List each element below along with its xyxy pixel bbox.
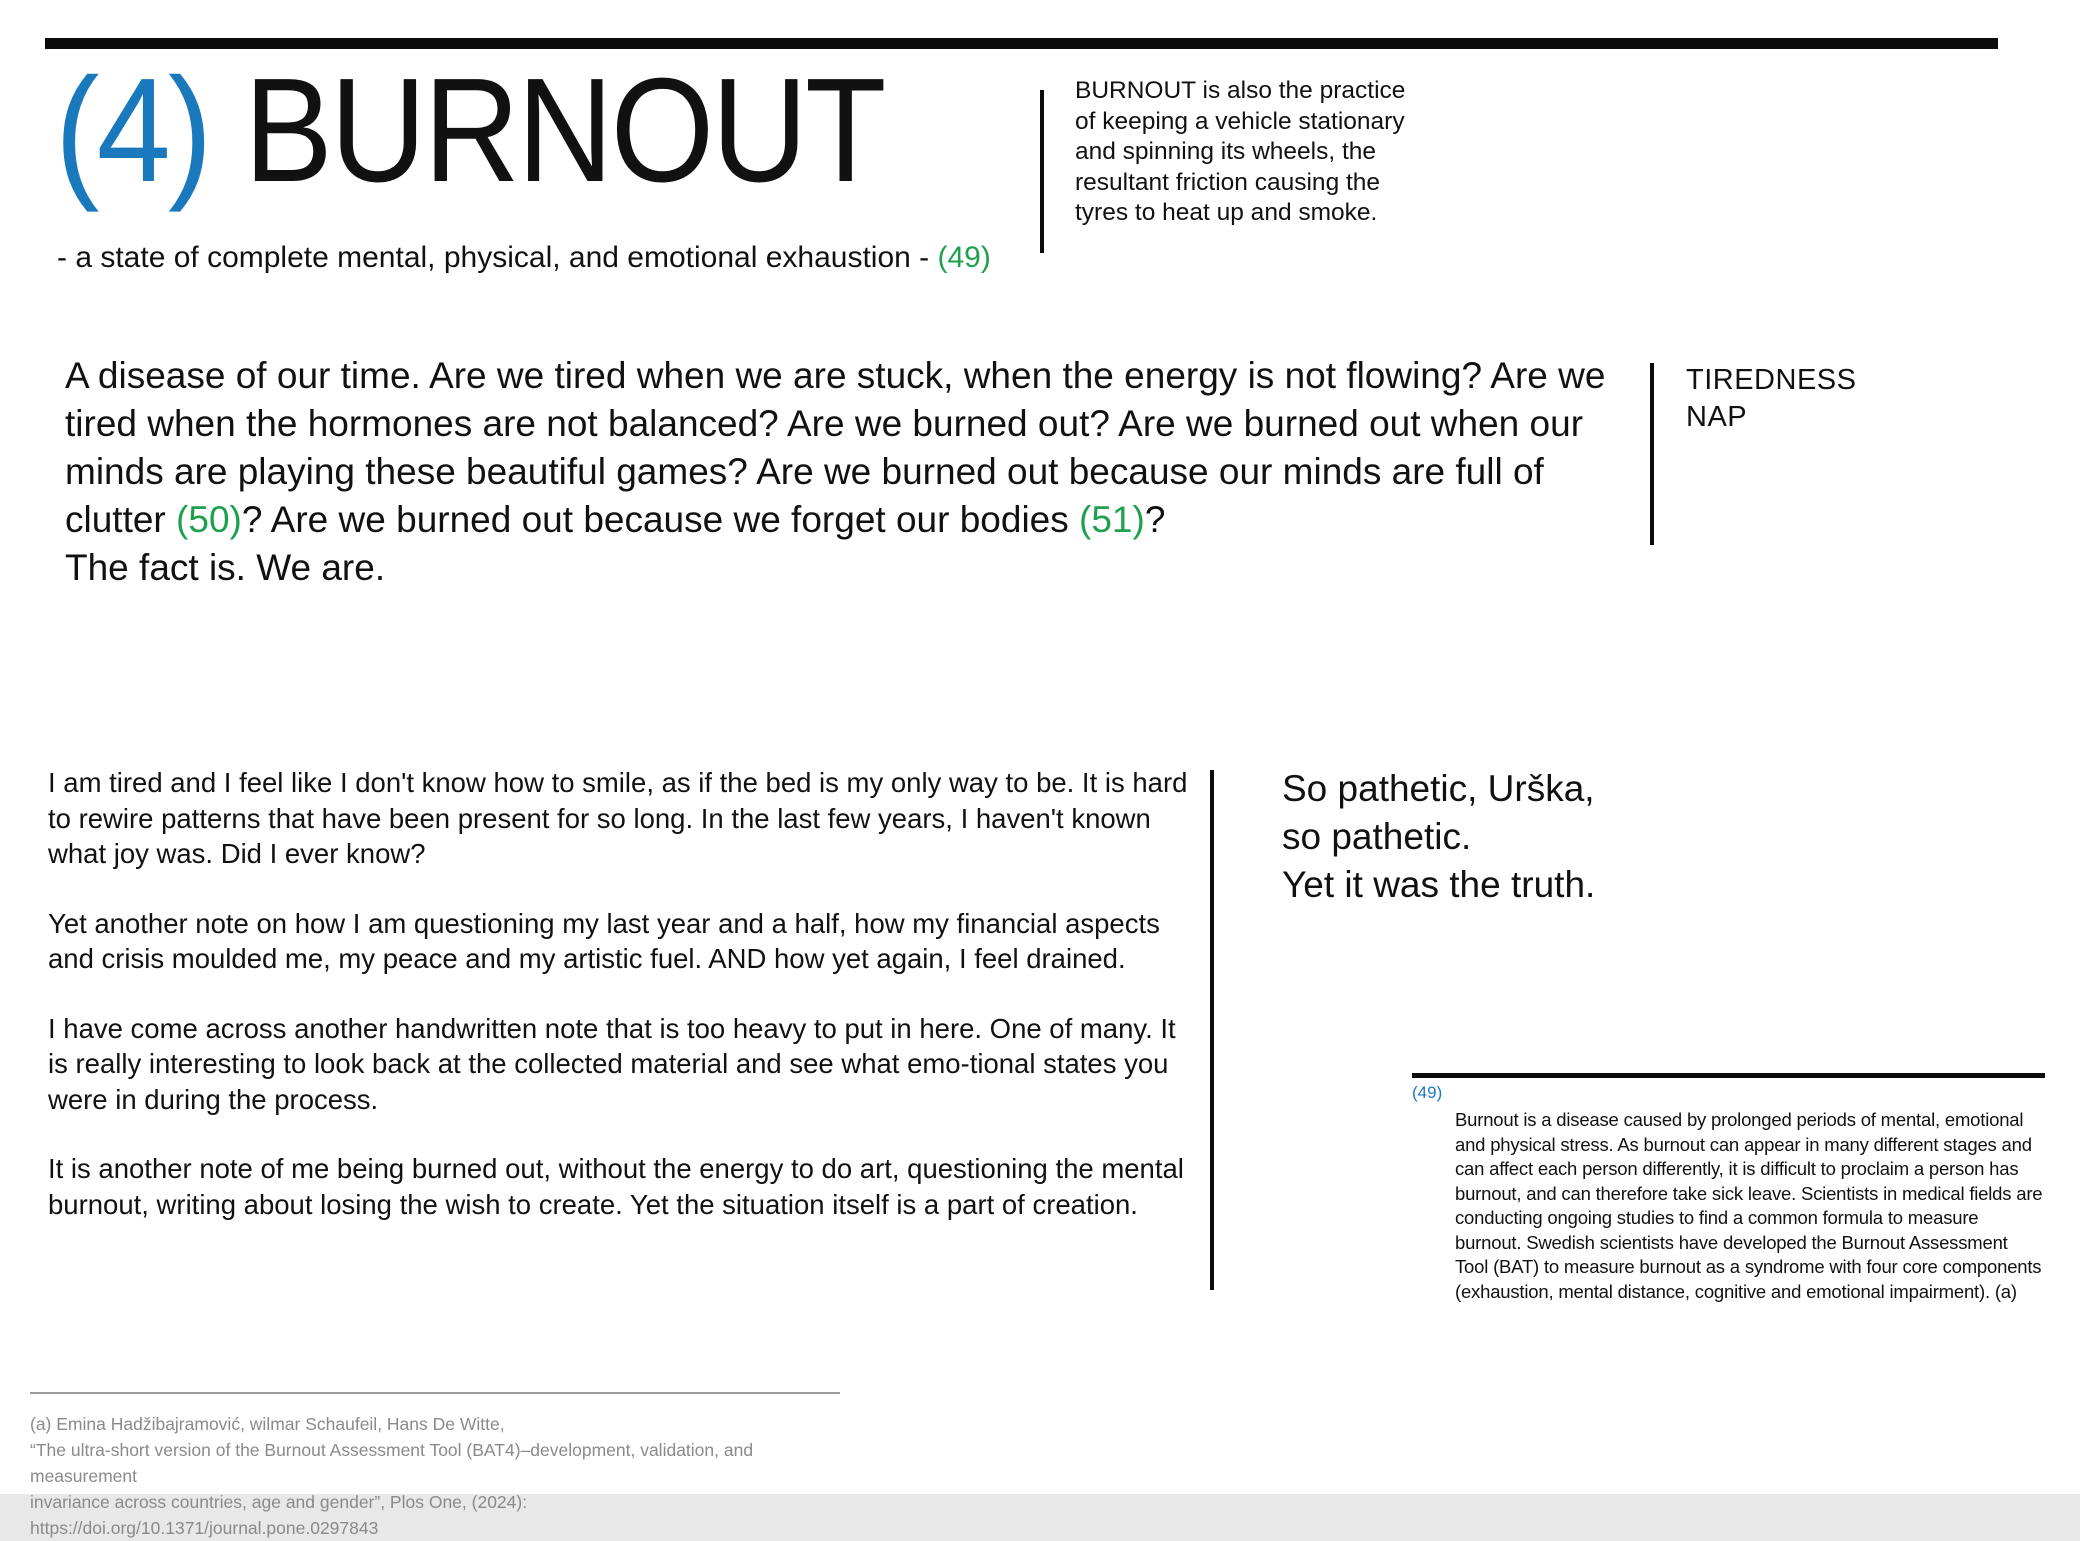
margin-keywords: [1686, 362, 1856, 436]
journal-paragraph-3: I have come across another handwritten note that is too heavy to put in here. One of many. It is really interesting to look back at the collected material and see what emo-tional states you were in during the process.: [48, 1012, 1176, 1115]
footnote-49: [1412, 1073, 2045, 1304]
subtitle-footnote-ref: (49): [937, 241, 991, 274]
ref-50: (50): [176, 499, 242, 540]
chapter-heading: [55, 48, 884, 214]
journal-entries: [48, 765, 1200, 1256]
intro-text-3: ?: [1144, 499, 1166, 540]
footnote-ref: (49): [1412, 1083, 1443, 1102]
pull-quote: [1282, 765, 1595, 909]
intro-paragraph: [65, 352, 1633, 592]
intro-text-1: A disease of our time. Are we tired when we are stuck, when the energy is not flowing? Are we tired when the hormones are not balanced? Are we burned out? Are we burned out when our minds are playing these beautiful games? Are we burned out because our minds are full of clutter: [65, 355, 1606, 540]
footnote-rule: [1412, 1073, 2045, 1078]
citation-block: [30, 1392, 840, 1541]
intro-text-2: ? Are we burned out because we forget our bodies: [241, 499, 1080, 540]
citation-rule: [30, 1392, 840, 1394]
journal-paragraph-2: Yet another note on how I am questioning my last year and a half, how my financial aspects and crisis moulded me, my peace and my artistic fuel. AND how yet again, I feel drained.: [48, 907, 1160, 974]
pull-quote-line-3: Yet it was the truth.: [1282, 864, 1596, 905]
citation-line-3: invariance across countries, age and gender”, Plos One, (2024): https://doi.org/10.1371/journal.pone.0297843: [30, 1492, 528, 1538]
journal-paragraph-1: I am tired and I feel like I don't know how to smile, as if the bed is my only way to be. It is hard to rewire patterns that have been present for so long. In the last few years, I haven't known what joy was. Did I ever know?: [48, 767, 1188, 869]
chapter-subtitle: [57, 240, 991, 276]
header-vertical-divider: [1040, 90, 1044, 253]
chapter-subtitle-text: - a state of complete mental, physical, and emotional exhaustion -: [57, 241, 938, 274]
margin-keyword-nap: NAP: [1686, 401, 1748, 433]
pull-quote-line-2: so pathetic.: [1282, 816, 1472, 857]
journal-paragraph-4: It is another note of me being burned out, without the energy to do art, questioning the mental burnout, writing about losing the wish to create. Yet the situation itself is a part of creation.: [48, 1153, 1184, 1220]
margin-keyword-tiredness: TIREDNESS: [1686, 364, 1857, 396]
citation-line-1: (a) Emina Hadžibajramović, wilmar Schaufeil, Hans De Witte,: [30, 1414, 505, 1434]
margin-vertical-divider: [1650, 363, 1654, 545]
quote-vertical-divider: [1210, 770, 1214, 1290]
page-title: BURNOUT: [209, 48, 884, 213]
footnote-text: Burnout is a disease caused by prolonged periods of mental, emotional and physical stress. As burnout can appear in many different stages and can affect each person differently, it is difficult to proclaim a person has burnout, and can therefore take sick leave. Scientists in medical fields are conducting ongoing studies to find a common formula to measure burnout. Swedish scientists have developed the Burnout Assessment Tool (BAT) to measure burnout as a syndrome with four core components (exhaustion, mental distance, cognitive and emotional impairment). (a): [1455, 1109, 2043, 1302]
ref-51: (51): [1079, 499, 1145, 540]
chapter-number: (4): [55, 48, 210, 213]
pull-quote-line-1: So pathetic, Urška,: [1282, 768, 1595, 809]
citation-line-2: “The ultra-short version of the Burnout Assessment Tool (BAT4)–development, validation, and measurement: [30, 1440, 754, 1486]
burnout-definition-note: BURNOUT is also the practice of keeping a vehicle stationary and spinning its wheels, the resultant friction causing the tyres to heat up and smoke.: [1075, 77, 1406, 226]
intro-last-line: The fact is. We are.: [65, 547, 386, 588]
